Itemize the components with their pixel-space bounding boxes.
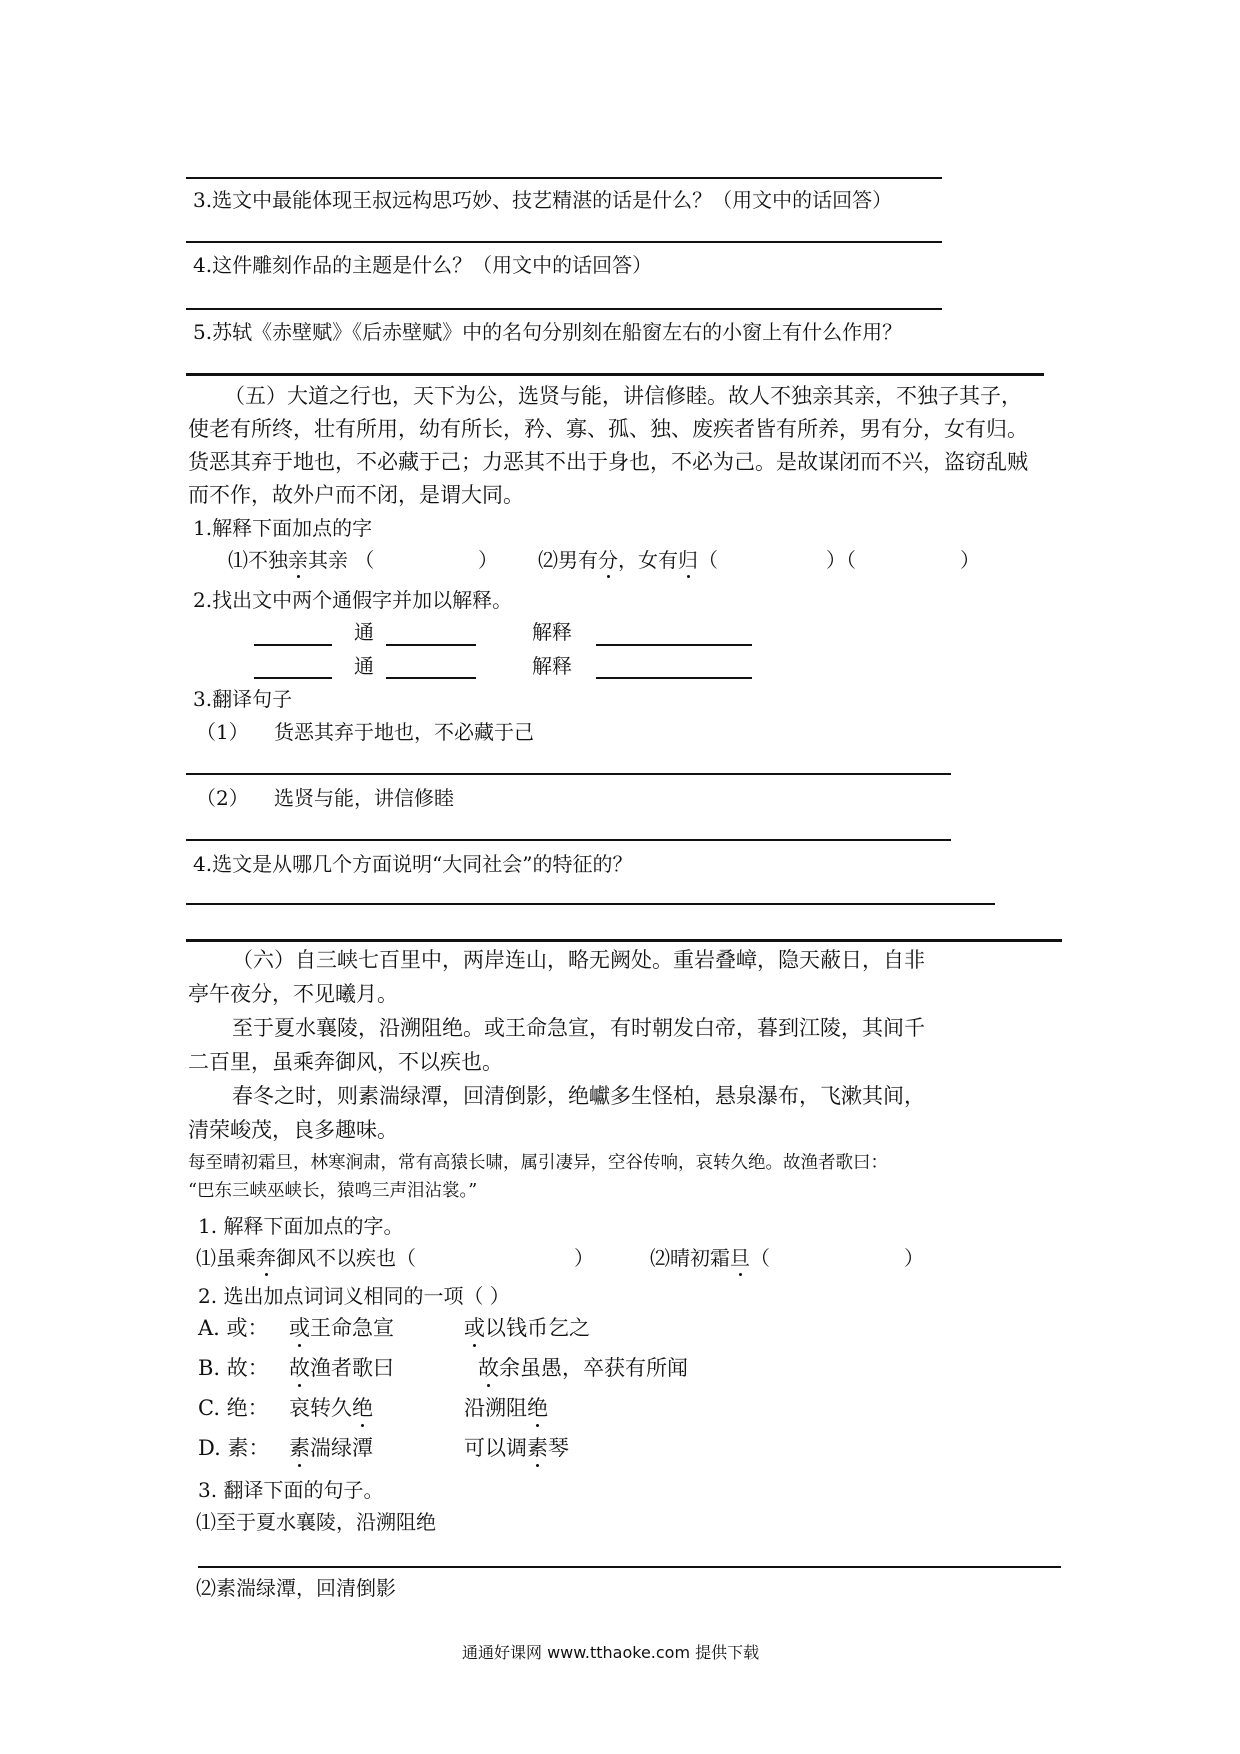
dotted-char: 绝 xyxy=(527,1396,548,1420)
sentence-text: ⑵素湍绿潭，回清倒影 xyxy=(196,1576,396,1600)
paren: ）（ xyxy=(826,548,856,572)
sentence-number: （1） xyxy=(196,720,249,744)
option-phrase: 可以调素琴 xyxy=(464,1436,569,1460)
dotted-char: 故 xyxy=(289,1356,310,1380)
passage-line: （六）自三峡七百里中，两岸连山，略无阙处。重岩叠嶂，隐天蔽日，自非 xyxy=(232,948,925,972)
dotted-char: 奔 xyxy=(256,1246,276,1270)
label-tong: 通 xyxy=(354,654,374,678)
dotted-char: 素 xyxy=(527,1436,548,1460)
sentence-text: 选贤与能，讲信修睦 xyxy=(274,786,454,810)
dotted-char: 故 xyxy=(478,1356,499,1380)
option-label: D. 素： xyxy=(198,1436,270,1460)
question-item: ⑴不独亲其亲 （ xyxy=(228,548,375,572)
passage-line: （五）大道之行也，天下为公，选贤与能，讲信修睦。故人不独亲其亲，不独子其子， xyxy=(224,384,1022,408)
passage-line: 春冬之时，则素湍绿潭，回清倒影，绝巘多生怪柏，悬泉瀑布，飞漱其间， xyxy=(232,1084,925,1108)
sentence-text: 货恶其弃于地也，不必藏于己 xyxy=(274,720,534,744)
dotted-char: 亲 xyxy=(288,548,308,572)
section-divider xyxy=(186,939,1062,942)
fill-blank[interactable] xyxy=(386,644,476,646)
fill-blank[interactable] xyxy=(254,677,332,679)
sentence-number: （2） xyxy=(196,786,249,810)
label-jieshi: 解释 xyxy=(532,654,572,678)
option-label: B. 故： xyxy=(198,1356,269,1380)
answer-line xyxy=(198,1566,1061,1568)
sentence-text: ⑴至于夏水襄陵，沿溯阻绝 xyxy=(196,1510,436,1534)
passage-line: 清荣峻茂，良多趣味。 xyxy=(188,1118,398,1142)
option-phrase: 素湍绿潭 xyxy=(289,1436,373,1460)
paren: ） xyxy=(904,1246,924,1270)
label-jieshi: 解释 xyxy=(532,620,572,644)
passage-line: 使老有所终，壮有所用，幼有所长，矜、寡、孤、独、废疾者皆有所养，男有分，女有归。 xyxy=(188,417,1028,441)
question-text: 4.这件雕刻作品的主题是什么？（用文中的话回答） xyxy=(193,253,653,277)
option-phrase: 故渔者歌曰 xyxy=(289,1356,394,1380)
dotted-char: 或 xyxy=(289,1316,310,1340)
passage-line: 至于夏水襄陵，沿溯阻绝。或王命急宣，有时朝发白帝，暮到江陵，其间千 xyxy=(232,1016,925,1040)
answer-line xyxy=(186,773,951,775)
question-title: 3.翻译句子 xyxy=(193,687,293,711)
question-item: ⑴虽乘奔御风不以疾也（ xyxy=(196,1246,416,1270)
question-title: 4.选文是从哪几个方面说明“大同社会”的特征的？ xyxy=(193,852,633,876)
passage-line: 货恶其弃于地也，不必藏于己；力恶其不出于身也，不必为己。是故谋闭而不兴，盗窃乱贼 xyxy=(188,450,1028,474)
question-text: 3.选文中最能体现王叔远构思巧妙、技艺精湛的话是什么？（用文中的话回答） xyxy=(193,188,893,212)
answer-line xyxy=(186,839,951,841)
label-tong: 通 xyxy=(354,620,374,644)
passage-line: 而不作，故外户而不闭，是谓大同。 xyxy=(188,483,524,507)
question-title: 2. 选出加点词词义相同的一项（ ） xyxy=(198,1284,510,1308)
option-phrase: 故余虽愚，卒获有所闻 xyxy=(478,1356,688,1380)
option-phrase: 或王命急宣 xyxy=(289,1316,394,1340)
option-phrase: 沿溯阻绝 xyxy=(464,1396,548,1420)
passage-line: “巴东三峡巫峡长，猿鸣三声泪沾裳。” xyxy=(188,1181,478,1201)
fill-blank[interactable] xyxy=(596,644,752,646)
dotted-char: 或 xyxy=(464,1316,485,1340)
question-title: 1. 解释下面加点的字。 xyxy=(198,1214,404,1238)
passage-line: 二百里，虽乘奔御风，不以疾也。 xyxy=(188,1050,503,1074)
dotted-char: 旦 xyxy=(730,1246,750,1270)
question-item: ⑵晴初霜旦（ xyxy=(650,1246,770,1270)
question-title: 3. 翻译下面的句子。 xyxy=(198,1478,384,1502)
option-phrase: 哀转久绝 xyxy=(289,1396,373,1420)
option-phrase: 或以钱币乞之 xyxy=(464,1316,590,1340)
option-label: A. 或： xyxy=(198,1316,269,1340)
dotted-char: 素 xyxy=(289,1436,310,1460)
passage-line: 亭午夜分，不见曦月。 xyxy=(188,982,398,1006)
paren: ） xyxy=(960,548,980,572)
question-text: 5.苏轼《赤壁赋》《后赤壁赋》中的名句分别刻在船窗左右的小窗上有什么作用？ xyxy=(193,320,903,344)
answer-line xyxy=(186,241,942,243)
fill-blank[interactable] xyxy=(254,644,332,646)
answer-line xyxy=(186,903,995,905)
question-title: 1.解释下面加点的字 xyxy=(193,516,373,540)
footer-text: 通通好课网 www.tthaoke.com 提供下载 xyxy=(462,1643,760,1662)
passage-line: 每至晴初霜旦，林寒涧肃，常有高猿长啸，属引凄异，空谷传响，哀转久绝。故渔者歌曰： xyxy=(188,1153,888,1173)
dotted-char: 绝 xyxy=(352,1396,373,1420)
answer-line xyxy=(186,177,942,179)
question-item: ⑵男有分，女有归（ xyxy=(538,548,718,572)
question-title: 2.找出文中两个通假字并加以解释。 xyxy=(193,588,513,612)
paren: ） xyxy=(574,1246,594,1270)
section-divider xyxy=(186,373,1044,376)
answer-line xyxy=(186,308,942,310)
fill-blank[interactable] xyxy=(596,677,752,679)
fill-blank[interactable] xyxy=(386,677,476,679)
dotted-char: 归 xyxy=(678,548,698,572)
dotted-char: 分 xyxy=(598,548,618,572)
option-label: C. 绝： xyxy=(198,1396,269,1420)
paren: ） xyxy=(478,548,498,572)
